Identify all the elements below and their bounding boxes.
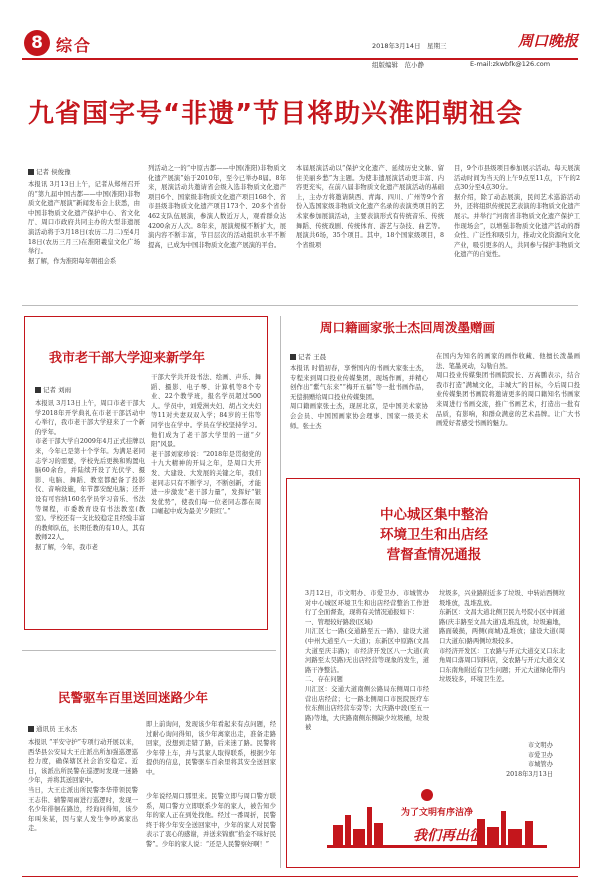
lead-headline: 九省国字号“非遗”节目将助兴淮阳朝祖会 <box>28 99 524 129</box>
police-byline: 通讯员 王永杰 <box>28 724 77 733</box>
column-divider <box>280 316 281 868</box>
footer-rule <box>22 876 578 877</box>
police-headline: 民警驱车百里送回迷路少年 <box>58 690 209 705</box>
city-skyline-icon <box>327 785 547 861</box>
retirees-column-2: 干部大学共开设书法、绘画、声乐、舞蹈、摄影、电子琴、计算机等8个专业、22个教学班，报名学员超过500人。学员中，刘爱洲夫妇、胡占文夫妇等11对夫妻双双入学；84岁的王伟等同学也在学中。学员在学校坚持学习。他们成为了老干部大学里的一道“夕阳”风景。 老干部刘家珍说：“2018年是贯彻党的十九大精神的开局之年，是周口大开发、大建设、大发展的关键之年，我们老同志只有不断学习，不断创新，才能进一步激发“老干部力量”，发挥好“银发优势”，使我们每一位老同志都在周口崛起中成为最美‘夕阳红’。” <box>151 374 261 516</box>
signer-2: 市爱卫办 <box>527 751 553 759</box>
editor-line: 组版编辑 范小静 <box>372 61 424 69</box>
banner-line-1: 为了文明有序洁净 <box>401 808 474 818</box>
notice-column-2: 垃圾多，兴业路附近多了垃圾、中转站西侧垃圾堆放，乱堆乱放。 东新区：文昌大道北侧卫民九号院小区中间道路(庆丰路至文昌大道)乱堆乱放，垃圾遍地，路面破损，两侧(商城)乱堆放；建设大道(周口大道东)路两侧垃圾较多。 市经济开发区：工农路与开元大道交叉口东北角周口落周口饲料店，交农路与开元大道交叉口东南角附近有卫生问题；开元大道绿化带内垃圾较多，环境卫生差。 <box>439 590 565 684</box>
notice-column-1: 3月12日，市文明办、市爱卫办、市城管办对中心城区环境卫生和出店经营整治工作进行了全面督查，现将有关情况通报如下： 一、管理较好路段(区域) 川汇区七一路(交通路至五一路)、建设大道(中州大道至八一大道)；东新区中原路(文昌大道至庆丰路)；市经济开发区八一大道(黄河路至太昊路)无出店经营等现象的发生，道路干净整洁。 二、存在问题 川汇区：交通大道南侧公路局东侧周口市经营出店经营；七一路北侧周口市医院医疗车位东侧出店经营车旁等；大庆路中段(至五一路)等地，大庆路南侧东侧缺少垃圾桶，垃圾被 <box>305 590 429 732</box>
civility-banner <box>327 785 547 861</box>
banner-line-2: 我们再出征 <box>413 828 483 844</box>
lead-column-3: 本届展演活动以“保护文化遗产、延续历史文脉、留住美丽乡愁”为主题。为使非遗展演活动更丰富、内容更充实，在前八届非物质文化遗产展演活动的基础上，主办方将邀请陕西、青海、四川、广州等9个省份入选国家级非物质文化遗产名录的表演类项目的艺术家参加展演活动，主要表演形式有传统音乐、传统舞蹈、传统戏剧、传统体育、游艺与杂技、曲艺等。展演共6场，35个项目。其中，18个国家级项目，8个省级项 <box>296 165 444 249</box>
retirees-column-1: 本报讯 3月13日上午，周口市老干部大学2018年开学典礼在市老干部活动中心举行，我市老干部大学迎来了一个新的学年。 市老干部大学自2009年4月正式挂牌以来，今年已是第十个学年。为满足老同志学习的需要，学校先后更换和购置电脑60余台，并陆续开设了光伏学、摄影、电脑、舞蹈、教室都配备了投影仪、音响设施，年节都安配电脑；还开设有可容纳160名学员学习音乐、书法等课程，市委教育设有书法教室(教室)。学校还有一支比较稳定且经验丰富的教师队伍，长期任教的有10人，其有教师22人。 据了解，今年，我市老 <box>35 400 145 551</box>
section-title: 综合 <box>56 36 93 55</box>
notice-signers <box>477 741 553 779</box>
artist-byline: 记者 王晨 <box>290 352 326 361</box>
police-divider <box>22 650 276 651</box>
signer-3: 市城管办 <box>527 761 553 769</box>
police-column-2: 即上前询问，发现该少年看起来有点问题，经过耐心询问得知，该少年离家出走，准备走路回家，没想到走错了路，后来迷了路。民警将少年带上车，并与其家人取得联系，根据少年提供的信息，民警驱车百余里将其安全送回家中。 <box>146 721 276 776</box>
contact-email: E-mail:zkwbfk@126.com <box>470 60 551 68</box>
date-line: 2018年3月14日 星期三 <box>372 42 447 50</box>
police-column-3: 少年说经周口那里来。民警立即与周口警方联系，周口警方立即联系少年的家人，被告知少年的家人正在到处找他。经过一番周折，民警终于将少年安全送回家中，少年的家人对民警表示了衷心的感谢，并送来锦旗“拾金不昧好民警”。少年的家人说：“还是人民警察好啊！” <box>146 793 276 848</box>
retirees-article-box <box>24 316 268 630</box>
retirees-headline: 我市老干部大学迎来新学年 <box>49 351 206 366</box>
police-column-1: 本报讯 “平安守护”专项行动开展以来，西华县公安局大王庄派出所加强巡逻巡控力度，确保辖区社会治安稳定。近日，该派出所民警在巡逻时发现一迷路少年，并将其送回家中。 当日，大王庄派出所民警李华带领民警王志伟、辅警周雨进行巡逻时，发现一名少年徘徊在路边，经询问得知，该少年叫朱某，因与家人发生争吵离家出走。 <box>28 739 138 833</box>
lead-column-2: 列活动之一的“中原古都——中国(淮阳)非物质文化遗产展演”始于2010年，至今已举办8届。8年来，展演活动共邀请省会级入选非物质文化遗产项目6个、国家级非物质文化遗产项目168个、省市县级非物质文化遗产项目173个、20多个省份462支队伍展演，参演人数近万人，观看群众达4200余万人次。8年来，展演规模不断扩大，展演内容不断丰富，节目层次的活动组织水平不断提高，已成为中国非物质文化遗产展演的平台。 <box>148 165 286 249</box>
signer-1: 市文明办 <box>527 742 553 749</box>
artist-headline: 周口籍画家张士杰回周泼墨赠画 <box>320 320 496 335</box>
lead-column-4: 目，9个市县级项目参加展示活动。每天展演活动时间为当天的上午9点至11点，下午的2点30分至4点30分。 据介绍，除了动态展演，民间艺术巡游活动外，还将组织传统民艺表演的非物质文化遗产展示。并举行“河南省非物质文化遗产保护工作现场会”，以增强非物质文化遗产活动的群众性、广泛性和吸引力，推动文化资源向文化产业，吸引更多的人，共同参与保护非物质文化遗产的自觉性。 <box>454 165 580 259</box>
page-number-badge: 8 <box>24 30 50 56</box>
header-rule <box>22 58 578 60</box>
artist-column-2: 在国内为知名的画家的画作收藏、他擅长泼墨画法、笔墨灵动，勾勒自然。 周口投业传媒集团书画院院长、万高鹏表示，结合我市打造“满城文化，丰城大”的目标，今后周口投业传媒集团书画院将邀请更多的周口籍知名书画家来周进行书画交流，推广书画艺术，打造出一批有品质，有影响，和群众满意的艺术品牌。让广大书画爱好者感受书画的魅力。 <box>436 353 580 428</box>
notice-box <box>286 478 580 868</box>
notice-headline: 中心城区集中整治环境卫生和出店经营督查情况通报 <box>380 507 488 563</box>
notice-date: 2018年3月13日 <box>506 770 553 778</box>
lead-divider <box>22 305 578 306</box>
lead-column-1: 本报讯 3月13日上午，记者从郑州召开的“第九届中国古都——中国(淮阳)非物质文化遗产展演”新闻发布会上获悉，由中国非物质文化遗产保护中心、省文化厅、周口市政府共同主办的大型非遗展演活动将于3月18日(农历二月二)至4月18日(农历三月三)在淮阳羲皇文化广场举行。 据了解，作为淮阳每年朝祖会系 <box>28 181 140 265</box>
retirees-byline: 记者 刘雨 <box>35 385 71 394</box>
lead-byline: 记者 侯俊豫 <box>28 167 71 176</box>
artist-column-1: 本报讯 时值初春，享誉国内的书画大家张士杰，专程来到周口投业传媒集团，现场作画，并精心创作出“紫气东来”“梅开五福”等一批书画作品，无偿捐赠给周口投业传媒集团。 周口籍画家张士杰，现居北京，是中国美术家协会会员、中国国画家协会理事、国家一级美术师。张士杰 <box>290 365 428 430</box>
newspaper-logo: 周口晚报 <box>518 32 579 50</box>
